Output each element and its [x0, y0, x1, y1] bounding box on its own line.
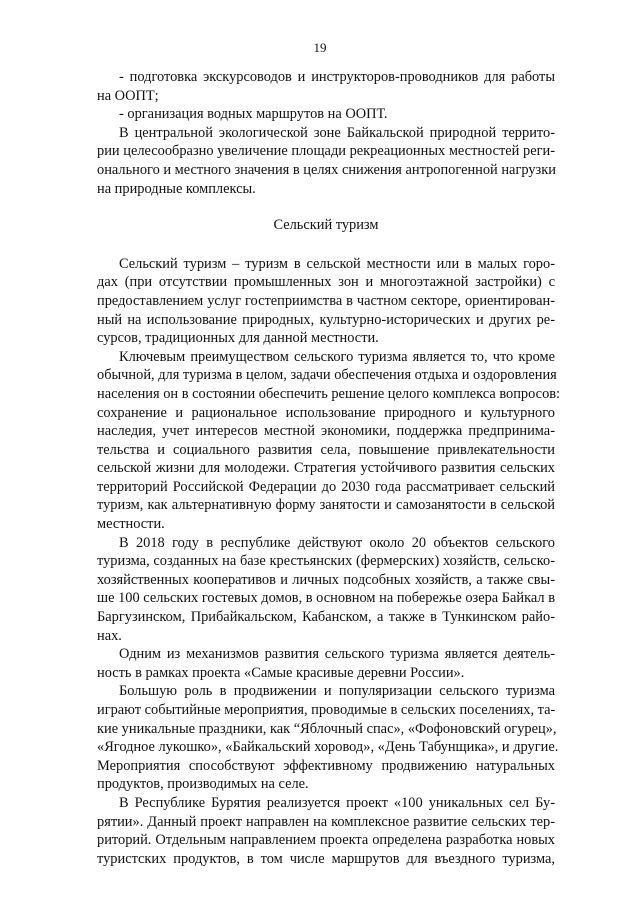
text-line: - организация водных маршрутов на ООПТ.	[119, 106, 388, 123]
text-line: продуктов, производимых на селе.	[97, 776, 309, 793]
text-line: хозяйственных кооперативов и личных подсобных хозяйств, а также свы-	[97, 571, 555, 588]
text-line: тельства и социального развития села, повышение привлекательности	[97, 441, 555, 458]
text-line: Ключевым преимуществом сельского туризма является то, что кроме	[119, 348, 555, 365]
page-body	[97, 68, 561, 868]
text-line: риторий. Отдельным направлением проекта определена разработка новых	[97, 832, 555, 849]
text-line: местности.	[97, 516, 165, 533]
text-line: населения он в состоянии обеспечить решение целого комплекса вопросов:	[97, 385, 561, 402]
text-line: онального и местного значения в целях снижения антропогенной нагрузки	[97, 161, 556, 178]
text-line: наследия, учет интересов местной экономики, поддержка предпринима-	[97, 423, 555, 440]
text-line: ный на использование природных, культурно-исторических и других ре-	[97, 311, 555, 328]
text-line: ше 100 сельских гостевых домов, в основном на побережье озера Байкал в	[97, 590, 555, 607]
text-line: Мероприятия способствуют эффективному продвижению натуральных	[97, 757, 555, 774]
text-line: «Ягодное лукошко», «Байкальский хоровод», «День Табунщика», и другие.	[97, 739, 559, 756]
intro-paragraphs	[97, 68, 555, 198]
text-line: сельской жизни для молодежи. Стратегия устойчивого развития сельских	[97, 460, 555, 477]
text-line: нах.	[97, 627, 122, 644]
text-line: предоставлением услуг гостеприимства в частном секторе, ориентирован-	[97, 292, 555, 309]
text-line: рятии». Данный проект направлен на комплексное развитие сельских тер-	[97, 813, 555, 830]
text-line: ность в рамках проекта «Самые красивые деревни России».	[97, 664, 465, 681]
text-line: играют событийные мероприятия, проводимые в сельских поселениях, та-	[97, 702, 556, 718]
text-line: - подготовка экскурсоводов и инструкторов-проводников для работы	[119, 69, 555, 85]
text-line: на природные комплексы.	[97, 180, 256, 197]
text-line: кие уникальные праздники, как “Яблочный спас», «Фофоновский огурец»,	[97, 720, 557, 737]
section-body	[97, 255, 561, 869]
text-line: В 2018 году в республике действуют около 20 объектов сельского	[119, 534, 555, 551]
text-line: туризм, как альтернативную форму занятости и самозанятости в сельской	[97, 497, 555, 514]
text-line: сохранение и рациональное использование природного и культурного	[97, 404, 555, 421]
text-line: на ООПТ;	[97, 87, 159, 104]
text-line: территорий Российской Федерации до 2030 года рассматривает сельский	[97, 478, 555, 495]
text-line: сурсов, традиционных для данной местности.	[97, 330, 379, 347]
text-line: туризма, созданных на базе крестьянских (фермерских) хозяйств, сельско-	[97, 553, 555, 570]
text-line: В Республике Бурятия реализуется проект «100 уникальных сел Бу-	[119, 794, 555, 811]
text-line: дах (при отсутствии промышленных зон и многоэтажной застройки) с	[97, 274, 555, 291]
text-line: обычной, для туризма в целом, задачи обеспечения отдыха и оздоровления	[97, 367, 557, 384]
section-heading: Сельский туризм	[273, 217, 379, 234]
text-line: Большую роль в продвижении и популяризации сельского туризма	[119, 683, 555, 700]
text-line: В центральной экологической зоне Байкальской природной террито-	[119, 124, 555, 141]
text-line: Баргузинском, Прибайкальском, Кабанском, а также в Тункинском райо-	[97, 609, 555, 626]
text-line: Сельский туризм – туризм в сельской местности или в малых горо-	[119, 255, 555, 272]
text-line: туристских продуктов, в том числе маршрутов для въездного туризма,	[97, 850, 555, 867]
page-number: 19	[313, 40, 327, 55]
text-line: Одним из механизмов развития сельского туризма является деятель-	[119, 646, 555, 663]
text-line: рии целесообразно увеличение площади рекреационных местностей реги-	[97, 143, 555, 160]
